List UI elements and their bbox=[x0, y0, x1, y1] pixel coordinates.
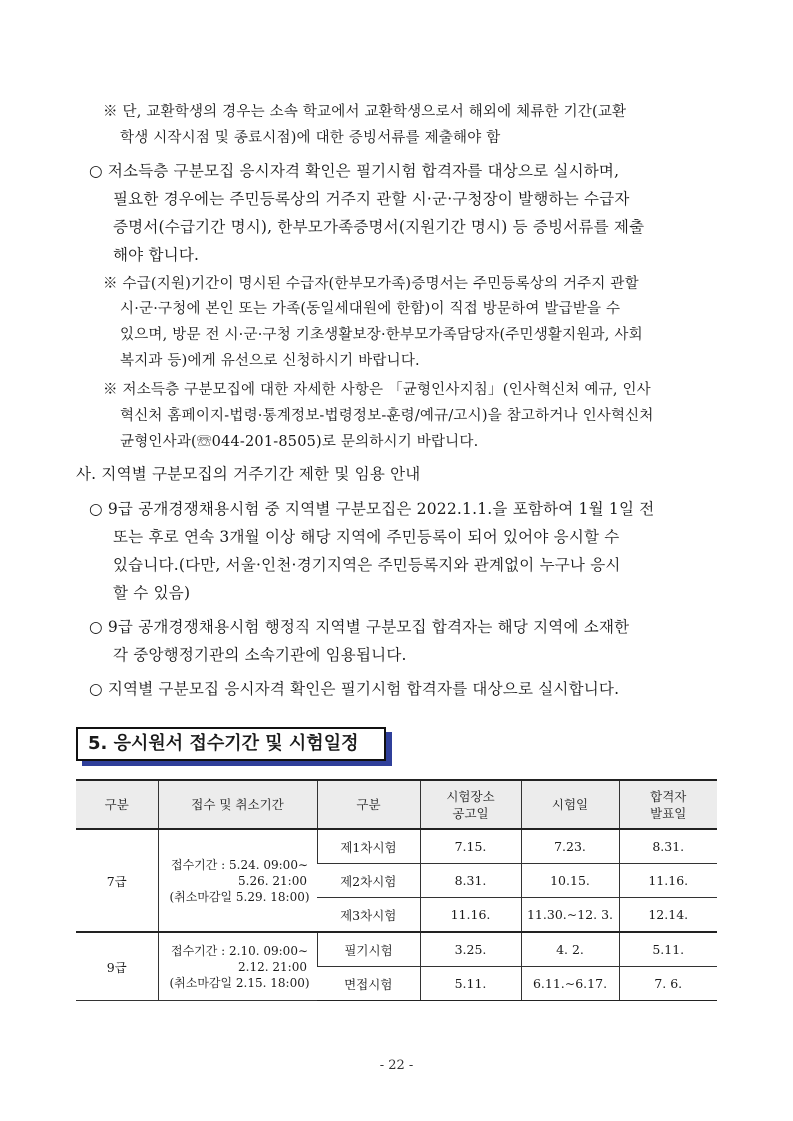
header-result-line2: 발표일 bbox=[650, 805, 687, 821]
period-line: 접수기간 : 2.10. 09:00∼ bbox=[170, 943, 309, 958]
stage-cell: 제1차시험 bbox=[317, 829, 420, 864]
note-guideline-line3: 균형인사과(☏044-201-8505)로 문의하시기 바랍니다. bbox=[120, 434, 479, 450]
period-line: (취소마감일 5.29. 18:00) bbox=[169, 889, 310, 904]
header-exam-date: 시험일 bbox=[521, 780, 619, 829]
exam-date-cell: 6.11.∼6.17. bbox=[521, 967, 619, 1001]
bullet-low-income-line3: 증명서(수급기간 명시), 한부모가족증명서(지원기간 명시) 등 증빙서류를 제출 bbox=[113, 218, 645, 236]
grade-9-cell: 9급 bbox=[76, 932, 158, 1001]
result-date-cell: 8.31. bbox=[619, 829, 717, 864]
header-grade: 구분 bbox=[76, 780, 158, 829]
table-header-row bbox=[76, 780, 717, 829]
header-result-date bbox=[619, 780, 717, 829]
table-row bbox=[76, 932, 717, 967]
exam-date-cell: 7.23. bbox=[521, 829, 619, 864]
note-certificate-line4: 복지과 등)에게 유선으로 신청하시기 바랍니다. bbox=[120, 353, 420, 369]
venue-date-cell: 8.31. bbox=[420, 864, 521, 898]
grade-9-period bbox=[158, 932, 317, 1001]
period-line: 접수기간 : 5.24. 09:00∼ bbox=[170, 857, 309, 872]
bullet-qualification-check: ○ 지역별 구분모집 응시자격 확인은 필기시험 합격자를 대상으로 실시합니다. bbox=[89, 680, 620, 698]
bullet-low-income-line4: 해야 합니다. bbox=[113, 246, 200, 264]
section-title: 5. 응시원서 접수기간 및 시험일정 bbox=[76, 727, 386, 761]
note-exchange-student-line2: 학생 시작시점 및 종료시점)에 대한 증빙서류를 제출해야 함 bbox=[120, 130, 501, 146]
heading-regional-recruitment: 사. 지역별 구분모집의 거주기간 제한 및 임용 안내 bbox=[76, 465, 421, 483]
exam-date-cell: 10.15. bbox=[521, 864, 619, 898]
exam-schedule-table bbox=[76, 779, 717, 1001]
grade-7-cell: 7급 bbox=[76, 829, 158, 932]
header-venue-line1: 시험장소 bbox=[446, 788, 495, 804]
result-date-cell: 7. 6. bbox=[619, 967, 717, 1001]
stage-cell: 필기시험 bbox=[317, 932, 420, 967]
stage-cell: 면접시험 bbox=[317, 967, 420, 1001]
stage-cell: 제2차시험 bbox=[317, 864, 420, 898]
period-line: 5.26. 21:00 bbox=[238, 873, 307, 888]
stage-cell: 제3차시험 bbox=[317, 898, 420, 933]
note-exchange-student-line1: ※ 단, 교환학생의 경우는 소속 학교에서 교환학생으로서 해외에 체류한 기간(교환 bbox=[103, 104, 627, 120]
header-result-line1: 합격자 bbox=[650, 788, 687, 804]
note-guideline-line1: ※ 저소득층 구분모집에 대한 자세한 사항은 「균형인사지침」(인사혁신처 예규, 인사 bbox=[103, 382, 651, 398]
table-row bbox=[76, 829, 717, 864]
bullet-residence-line1: ○ 9급 공개경쟁채용시험 중 지역별 구분모집은 2022.1.1.을 포함하여 1월 1일 전 bbox=[89, 500, 655, 518]
result-date-cell: 12.14. bbox=[619, 898, 717, 933]
bullet-appointment-line2: 각 중앙행정기관의 소속기관에 임용됩니다. bbox=[113, 646, 407, 664]
bullet-residence-line4: 할 수 있음) bbox=[113, 584, 191, 602]
header-venue-notice bbox=[420, 780, 521, 829]
note-certificate-line1: ※ 수급(지원)기간이 명시된 수급자(한부모가족)증명서는 주민등록상의 거주지 관할 bbox=[103, 276, 639, 292]
venue-date-cell: 11.16. bbox=[420, 898, 521, 933]
note-certificate-line2: 시·군·구청에 본인 또는 가족(동일세대원에 한함)이 직접 방문하여 발급받을 수 bbox=[120, 301, 621, 317]
note-guideline-line2: 혁신처 홈페이지-법령·통계정보-법령정보-훈령/예규/고시)을 참고하거나 인사혁신처 bbox=[120, 408, 654, 424]
header-stage: 구분 bbox=[317, 780, 420, 829]
venue-date-cell: 5.11. bbox=[420, 967, 521, 1001]
venue-date-cell: 3.25. bbox=[420, 932, 521, 967]
result-date-cell: 11.16. bbox=[619, 864, 717, 898]
page-number: - 22 - bbox=[379, 1058, 414, 1073]
period-line: 2.12. 21:00 bbox=[238, 959, 307, 974]
exam-date-cell: 11.30.∼12. 3. bbox=[521, 898, 619, 933]
bullet-appointment-line1: ○ 9급 공개경쟁채용시험 행정직 지역별 구분모집 합격자는 해당 지역에 소재한 bbox=[89, 618, 630, 636]
header-venue-line2: 공고일 bbox=[452, 805, 489, 821]
venue-date-cell: 7.15. bbox=[420, 829, 521, 864]
exam-date-cell: 4. 2. bbox=[521, 932, 619, 967]
period-line: (취소마감일 2.15. 18:00) bbox=[169, 975, 310, 990]
bullet-low-income-line2: 필요한 경우에는 주민등록상의 거주지 관할 시·군·구청장이 발행하는 수급자 bbox=[113, 190, 630, 208]
bullet-low-income-line1: ○ 저소득층 구분모집 응시자격 확인은 필기시험 합격자를 대상으로 실시하며, bbox=[89, 162, 620, 180]
header-period: 접수 및 취소기간 bbox=[158, 780, 317, 829]
note-certificate-line3: 있으며, 방문 전 시·군·구청 기초생활보장·한부모가족담당자(주민생활지원과, 사회 bbox=[120, 327, 643, 343]
bullet-residence-line2: 또는 후로 연속 3개월 이상 해당 지역에 주민등록이 되어 있어야 응시할 수 bbox=[113, 528, 620, 546]
result-date-cell: 5.11. bbox=[619, 932, 717, 967]
grade-7-period bbox=[158, 829, 317, 932]
bullet-residence-line3: 있습니다.(다만, 서울·인천·경기지역은 주민등록지와 관계없이 누구나 응시 bbox=[113, 556, 621, 574]
